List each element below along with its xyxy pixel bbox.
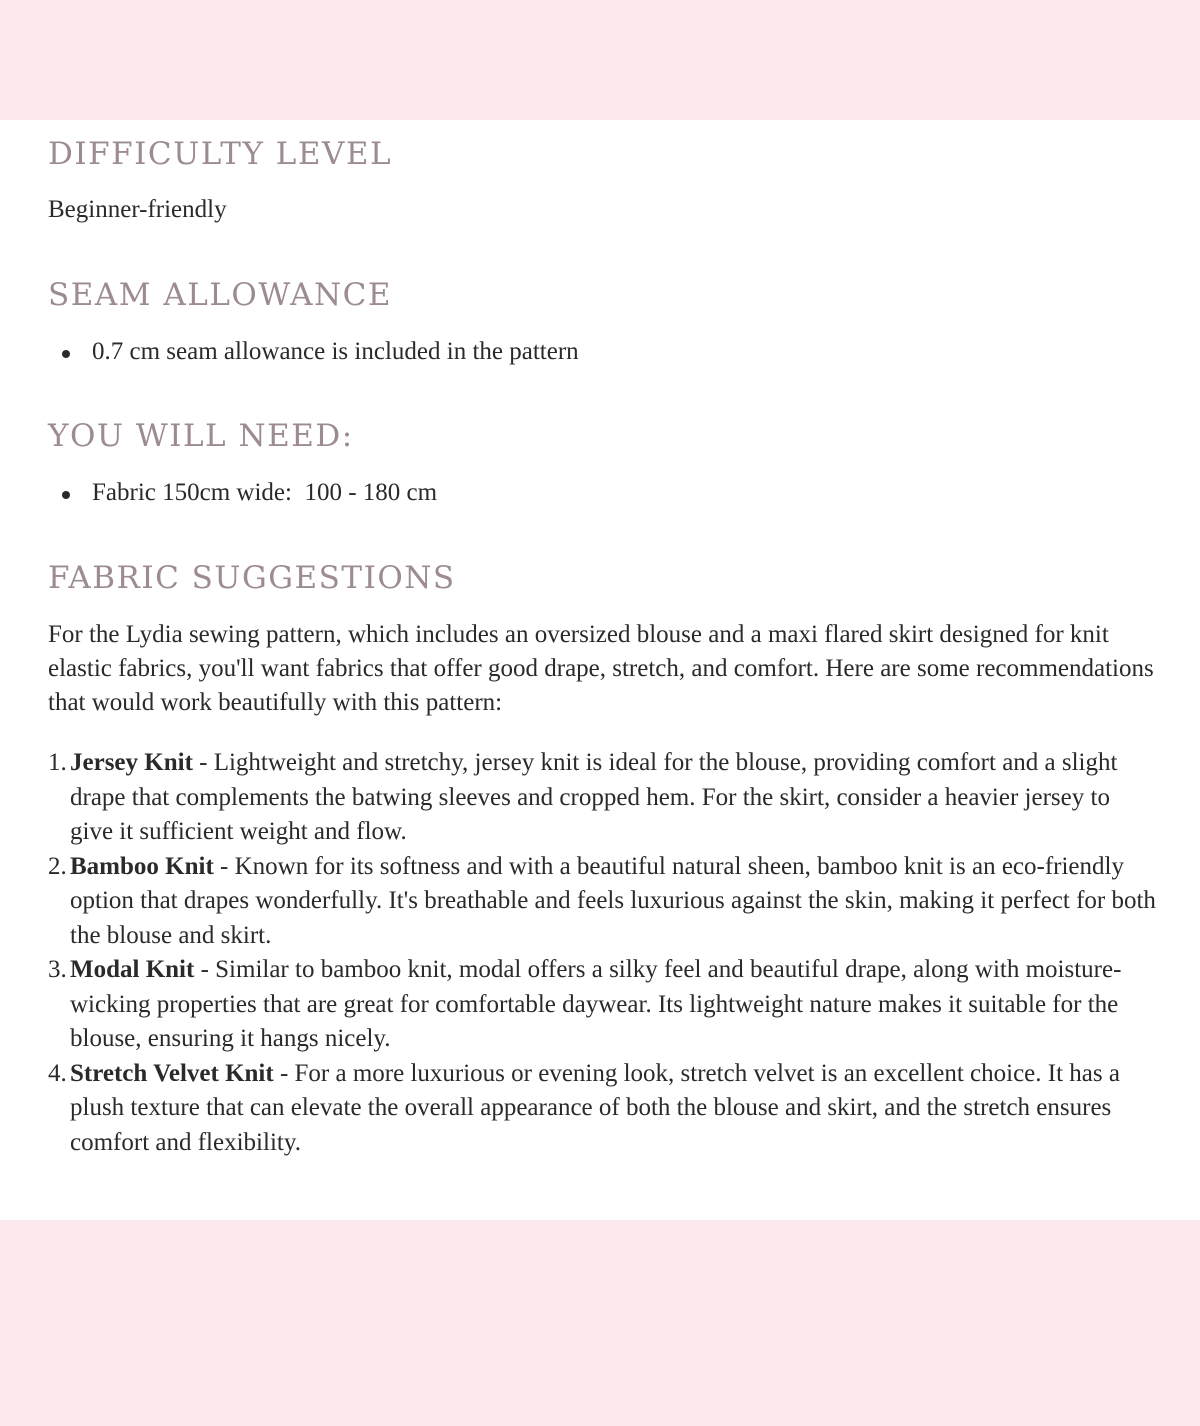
item-number: 3. [48, 956, 67, 983]
fabric-name: Stretch Velvet Knit [70, 1059, 274, 1087]
list-item [60, 479, 437, 507]
fabric-description: - Similar to bamboo knit, modal offers a silky feel and beautiful drape, along with moisture-wicking properties that are great for comfortable daywear. Its lightweight nature makes it suitable for the blouse, ensuring it hangs nicely. [70, 956, 1122, 1052]
list-item [48, 1057, 1158, 1161]
bullet-icon [62, 350, 70, 358]
list-item [48, 953, 1158, 1057]
difficulty-value: Beginner-friendly [48, 196, 227, 223]
fabric-name: Bamboo Knit [70, 852, 214, 880]
bullet-icon [62, 491, 70, 499]
item-number: 2. [48, 852, 67, 880]
fabric-name: Modal Knit [70, 956, 195, 983]
you-will-need-heading: YOU WILL NEED: [48, 418, 354, 454]
seam-allowance-heading: SEAM ALLOWANCE [48, 277, 393, 313]
seam-allowance-list [60, 338, 579, 366]
item-number: 1. [48, 749, 67, 776]
fabric-suggestions-list [48, 746, 1158, 1160]
fabric-name: Jersey Knit [70, 749, 193, 776]
fabric-description: - For a more luxurious or evening look, stretch velvet is an excellent choice. It has a plush texture that can elevate the overall appearance of both the blouse and skirt, and the stretch ensures comfort and flexibility. [70, 1059, 1120, 1156]
fabric-amount-text: Fabric 150cm wide: 100 - 180 cm [92, 479, 438, 506]
list-item [48, 746, 1158, 850]
seam-allowance-text: 0.7 cm seam allowance is included in the pattern [92, 338, 579, 365]
item-number: 4. [48, 1059, 67, 1087]
fabric-intro-paragraph: For the Lydia sewing pattern, which includes an oversized blouse and a maxi flared skirt designed for knit elastic fabrics, you'll want fabrics that offer good drape, stretch, and comfort. Here are some recommendations that would work beautifully with this pattern: [48, 621, 1154, 716]
difficulty-heading: DIFFICULTY LEVEL [48, 136, 393, 172]
list-item [48, 850, 1158, 954]
you-will-need-list [60, 479, 437, 507]
fabric-description: - Known for its softness and with a beautiful natural sheen, bamboo knit is an eco-friendly option that drapes wonderfully. It's breathable and feels luxurious against the skin, making it perfect for both the blouse and skirt. [70, 852, 1156, 949]
fabric-description: - Lightweight and stretchy, jersey knit is ideal for the blouse, providing comfort and a slight drape that complements the batwing sleeves and cropped hem. For the skirt, consider a heavier jersey to give it sufficient weight and flow. [70, 749, 1118, 845]
list-item [60, 338, 579, 366]
fabric-suggestions-heading: FABRIC SUGGESTIONS [48, 560, 456, 596]
